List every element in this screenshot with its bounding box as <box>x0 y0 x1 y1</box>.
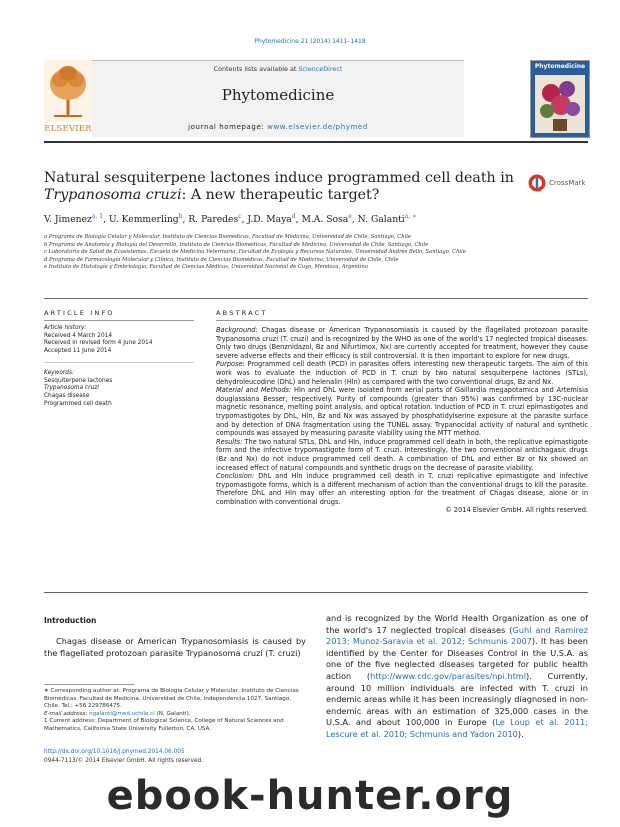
keyword: Trypanosoma cruzi <box>44 385 99 392</box>
abstract-purpose: Purpose: Programmed cell death (PCD) in parasites offers interesting new therapeutic targets. The aim of this work was to evaluate the induction of PCD in T. cruzi by two natural sesquiterpene lactones (STLs), dehydroleucodine (DhL) and helenalin (Hln) as compared with the two conventional drugs, Bz and Nx. <box>216 360 588 386</box>
history-label: Article history: <box>44 325 87 331</box>
title-line-1: Natural sesquiterpene lactones induce programmed cell death in <box>44 170 514 186</box>
abstract-conclusion: Conclusion: DhL and Hln induce programmed cell death in T. cruzi replicative epimastigote and infective trypomastigote forms, which is a different mechanism of action than the conventional drugs to kill the parasite. Therefore DhL and Hln may offer an interesting option for the treatment of Chagas disease, alone or in combination with conventional drugs. <box>216 472 588 506</box>
doi-link[interactable]: http://dx.doi.org/10.1016/j.phymed.2014.06.005 <box>44 749 185 755</box>
keywords <box>44 370 194 409</box>
abstract-bottom-divider <box>44 592 588 593</box>
author[interactable]: M.A. Sosa$^e$ <box>301 213 352 226</box>
affiliation: d Programa de Farmacología Molecular y Clínica, Instituto de Ciencias Biomédicas, Facultad de Medicina, Universidad de Chile, Chile <box>44 256 399 263</box>
contents-prefix: Contents lists available at <box>213 65 299 73</box>
history-accepted: Accepted 11 June 2014 <box>44 348 112 355</box>
crossmark-badge[interactable] <box>528 174 588 192</box>
citation-link[interactable]: Guhl and Ramirez 2013; Munoz-Saravia et al. 2012; Schmunis 2007 <box>326 624 588 647</box>
introduction-heading: Introduction <box>44 616 97 625</box>
cover-flowers-icon <box>535 75 585 133</box>
homepage-prefix: journal homepage: <box>188 123 268 131</box>
title-line-2: : A new therapeutic target? <box>181 187 380 203</box>
author-list: V. Jimenez$^{a, 1}$, U. Kemmerling$^b$, R. Paredes$^c$, J.D. Maya$^d$, M.A. Sosa$^e$, N. Galanti$^{a, ∗}$ <box>44 213 417 226</box>
affiliation: b Programa de Anatomía y Biología del Desarrollo, Instituto de Ciencias Biomédicas, Facultad de Medicina, Universidad de Chile, Santiago, Chile <box>44 241 429 248</box>
introduction-left-column: Chagas disease or American Trypanosomiasis is caused by the flagellated protozoan parasite Trypanosoma cruzi (T. cruzi) <box>44 636 306 658</box>
section-divider <box>44 298 588 299</box>
abstract-body <box>216 326 588 515</box>
abstract-results: Results: The two natural STLs, DhL and Hln, induce programmed cell death in both, the replicative epimastigote form and the infective trypomastigote form of T. cruzi. Interestingly, the two conventional antichagasic drugs (Bz and Nx) do not induce programmed cell death. A combination of DhL and either Bz or Nx showed an increased effect of natural compounds and synthetic drugs on the decrease of parasite viability. <box>216 437 588 472</box>
corresponding-author-note: ∗ Corresponding author at: Programa de Biología Celular y Molecular, Instituto de Ciencias Biomédicas, Facultad de Medicina, Universidad de Chile, Independencia 1027, Santiago, Chile. Tel.: +56 229786475. <box>44 688 299 709</box>
affiliation: e Instituto de Histología y Embriología, Facultad de Ciencias Médicas, Universidad Nacional de Cuyo, Mendoza, Argentina <box>44 264 368 271</box>
keyword: Sesquiterpene lactones <box>44 377 113 384</box>
article-info-heading: ARTICLE INFO <box>44 309 115 317</box>
crossmark-label: CrossMark <box>549 179 586 187</box>
affiliation: a Programa de Biología Celular y Molecular, Instituto de Ciencias Biomédicas, Facultad de Medicina, Universidad de Chile, Santiago, Chile <box>44 234 411 240</box>
journal-homepage <box>92 123 464 131</box>
author[interactable]: V. Jimenez$^{a, 1}$ <box>44 213 104 226</box>
abstract-methods: Material and Methods: Hln and DhL were isolated from aerial parts of Gaillardia megapotamica and Artemisia douglassiana Besser, respectively. Purity of compounds (greater than 95%) was confirmed by 13C-nuclear magnetic resonance, melting point analysis, and optical rotation. Induction of PCD in T. cruzi epimastigotes and trypomastigotes by DhL, Hln, Bz and Nx was assayed by phosphatidylserine exposure at the parasite surface and by detection of DNA fragmentation using the TUNEL assay. Trypanocidal activity of natural and synthetic compounds was assayed by measuring parasite viability using the MTT method. <box>216 386 588 438</box>
abstract-copyright: © 2014 Elsevier GmbH. All rights reserved. <box>445 506 588 515</box>
cover-title: Phytomedicine <box>534 63 586 70</box>
elsevier-wordmark: ELSEVIER <box>44 124 92 134</box>
keywords-rule <box>44 362 194 363</box>
email-link[interactable]: ngalanti@med.uchile.cl <box>89 710 155 717</box>
keyword: Programmed cell death <box>44 400 112 407</box>
keyword: Chagas disease <box>44 393 90 400</box>
citation-link[interactable]: Le Loup et al. 2011; Lescure et al. 2010; Schmunis and Yadon 2010 <box>326 717 588 739</box>
current-address-note: 1 Current address: Department of Biological Science, College of Natural Sciences and Mathematics, California State University Fullerton, CA, USA. <box>44 718 284 732</box>
history-revised: Received in revised form 4 June 2014 <box>44 340 153 347</box>
homepage-link[interactable]: www.elsevier.de/phymed <box>267 123 368 131</box>
abstract-rule <box>216 320 588 321</box>
article-info-rule <box>44 320 194 321</box>
author[interactable]: R. Paredes$^c$ <box>188 213 242 226</box>
header-divider <box>44 141 588 143</box>
footnotes <box>44 688 306 733</box>
author[interactable]: J.D. Maya$^d$ <box>247 213 296 226</box>
contents-availability <box>92 65 464 73</box>
history-received: Received 4 March 2014 <box>44 332 113 339</box>
cdc-link[interactable]: http://www.cdc.gov/parasites/npi.html <box>370 670 527 681</box>
abstract-background: Background: Chagas disease or American Trypanosomiasis is caused by the flagellated protozoan parasite Trypanosoma cruzi (T. cruzi) and is recognized by the WHO as one of the world's 17 neglected tropical diseases. Only two drugs (Benznidazol, Bz and Nifurtimox, Nx) are currently accepted for treatment, however they cause severe adverse effects and their efficacy is still controversial. It is then important to explore for new drugs. <box>216 326 588 360</box>
journal-reference[interactable]: Phytomedicine 21 (2014) 1411–1418 <box>254 38 366 45</box>
affiliation: c Laboratorio de Salud de Ecosistemas, Escuela de Medicina Veterinaria, Facultad de Ecología y Recursos Naturales, Universidad Andrés Bello, Santiago, Chile <box>44 249 466 256</box>
keywords-label: Keywords: <box>44 370 74 376</box>
email-note: E-mail address: ngalanti@med.uchile.cl (N. Galanti). <box>44 710 191 717</box>
journal-name: Phytomedicine <box>221 86 335 104</box>
introduction-right-column: and is recognized by the World Health Organization as one of the world's 17 neglected tropical diseases (Guhl and Ramirez 2013; Munoz-Saravia et al. 2012; Schmunis 2007). It has been identified by the Center for Diseases Control in the U.S.A. as one of the five neglected diseases targeted for public health action (http://www.cdc.gov/parasites/npi.html). Currently, around 10 million individuals are infected with T. cruzi in endemic areas while it has been increasingly diagnosed in non-endemic areas with an estimation of 325,000 cases in the U.S.A. and about 100,000 in Europe (Le Loup et al. 2011; Lescure et al. 2010; Schmunis and Yadon 2010). <box>326 613 588 739</box>
title-organism: Trypanosoma cruzi <box>44 187 182 203</box>
author[interactable]: N. Galanti$^{a, ∗}$ <box>357 213 417 226</box>
issn-line: 0944-7113/© 2014 Elsevier GmbH. All rights reserved. <box>44 758 204 764</box>
author[interactable]: U. Kemmerling$^b$ <box>108 213 183 226</box>
watermark-text: ebook-hunter.org <box>106 773 514 819</box>
elsevier-tree-icon <box>44 60 92 122</box>
footnote-divider <box>44 684 134 685</box>
article-history <box>44 325 194 356</box>
journal-cover-image <box>530 60 590 138</box>
affiliations <box>44 234 588 272</box>
crossmark-icon <box>528 174 546 192</box>
sciencedirect-link[interactable]: ScienceDirect <box>298 65 343 73</box>
article-title <box>44 170 514 204</box>
abstract-heading: ABSTRACT <box>216 309 268 317</box>
